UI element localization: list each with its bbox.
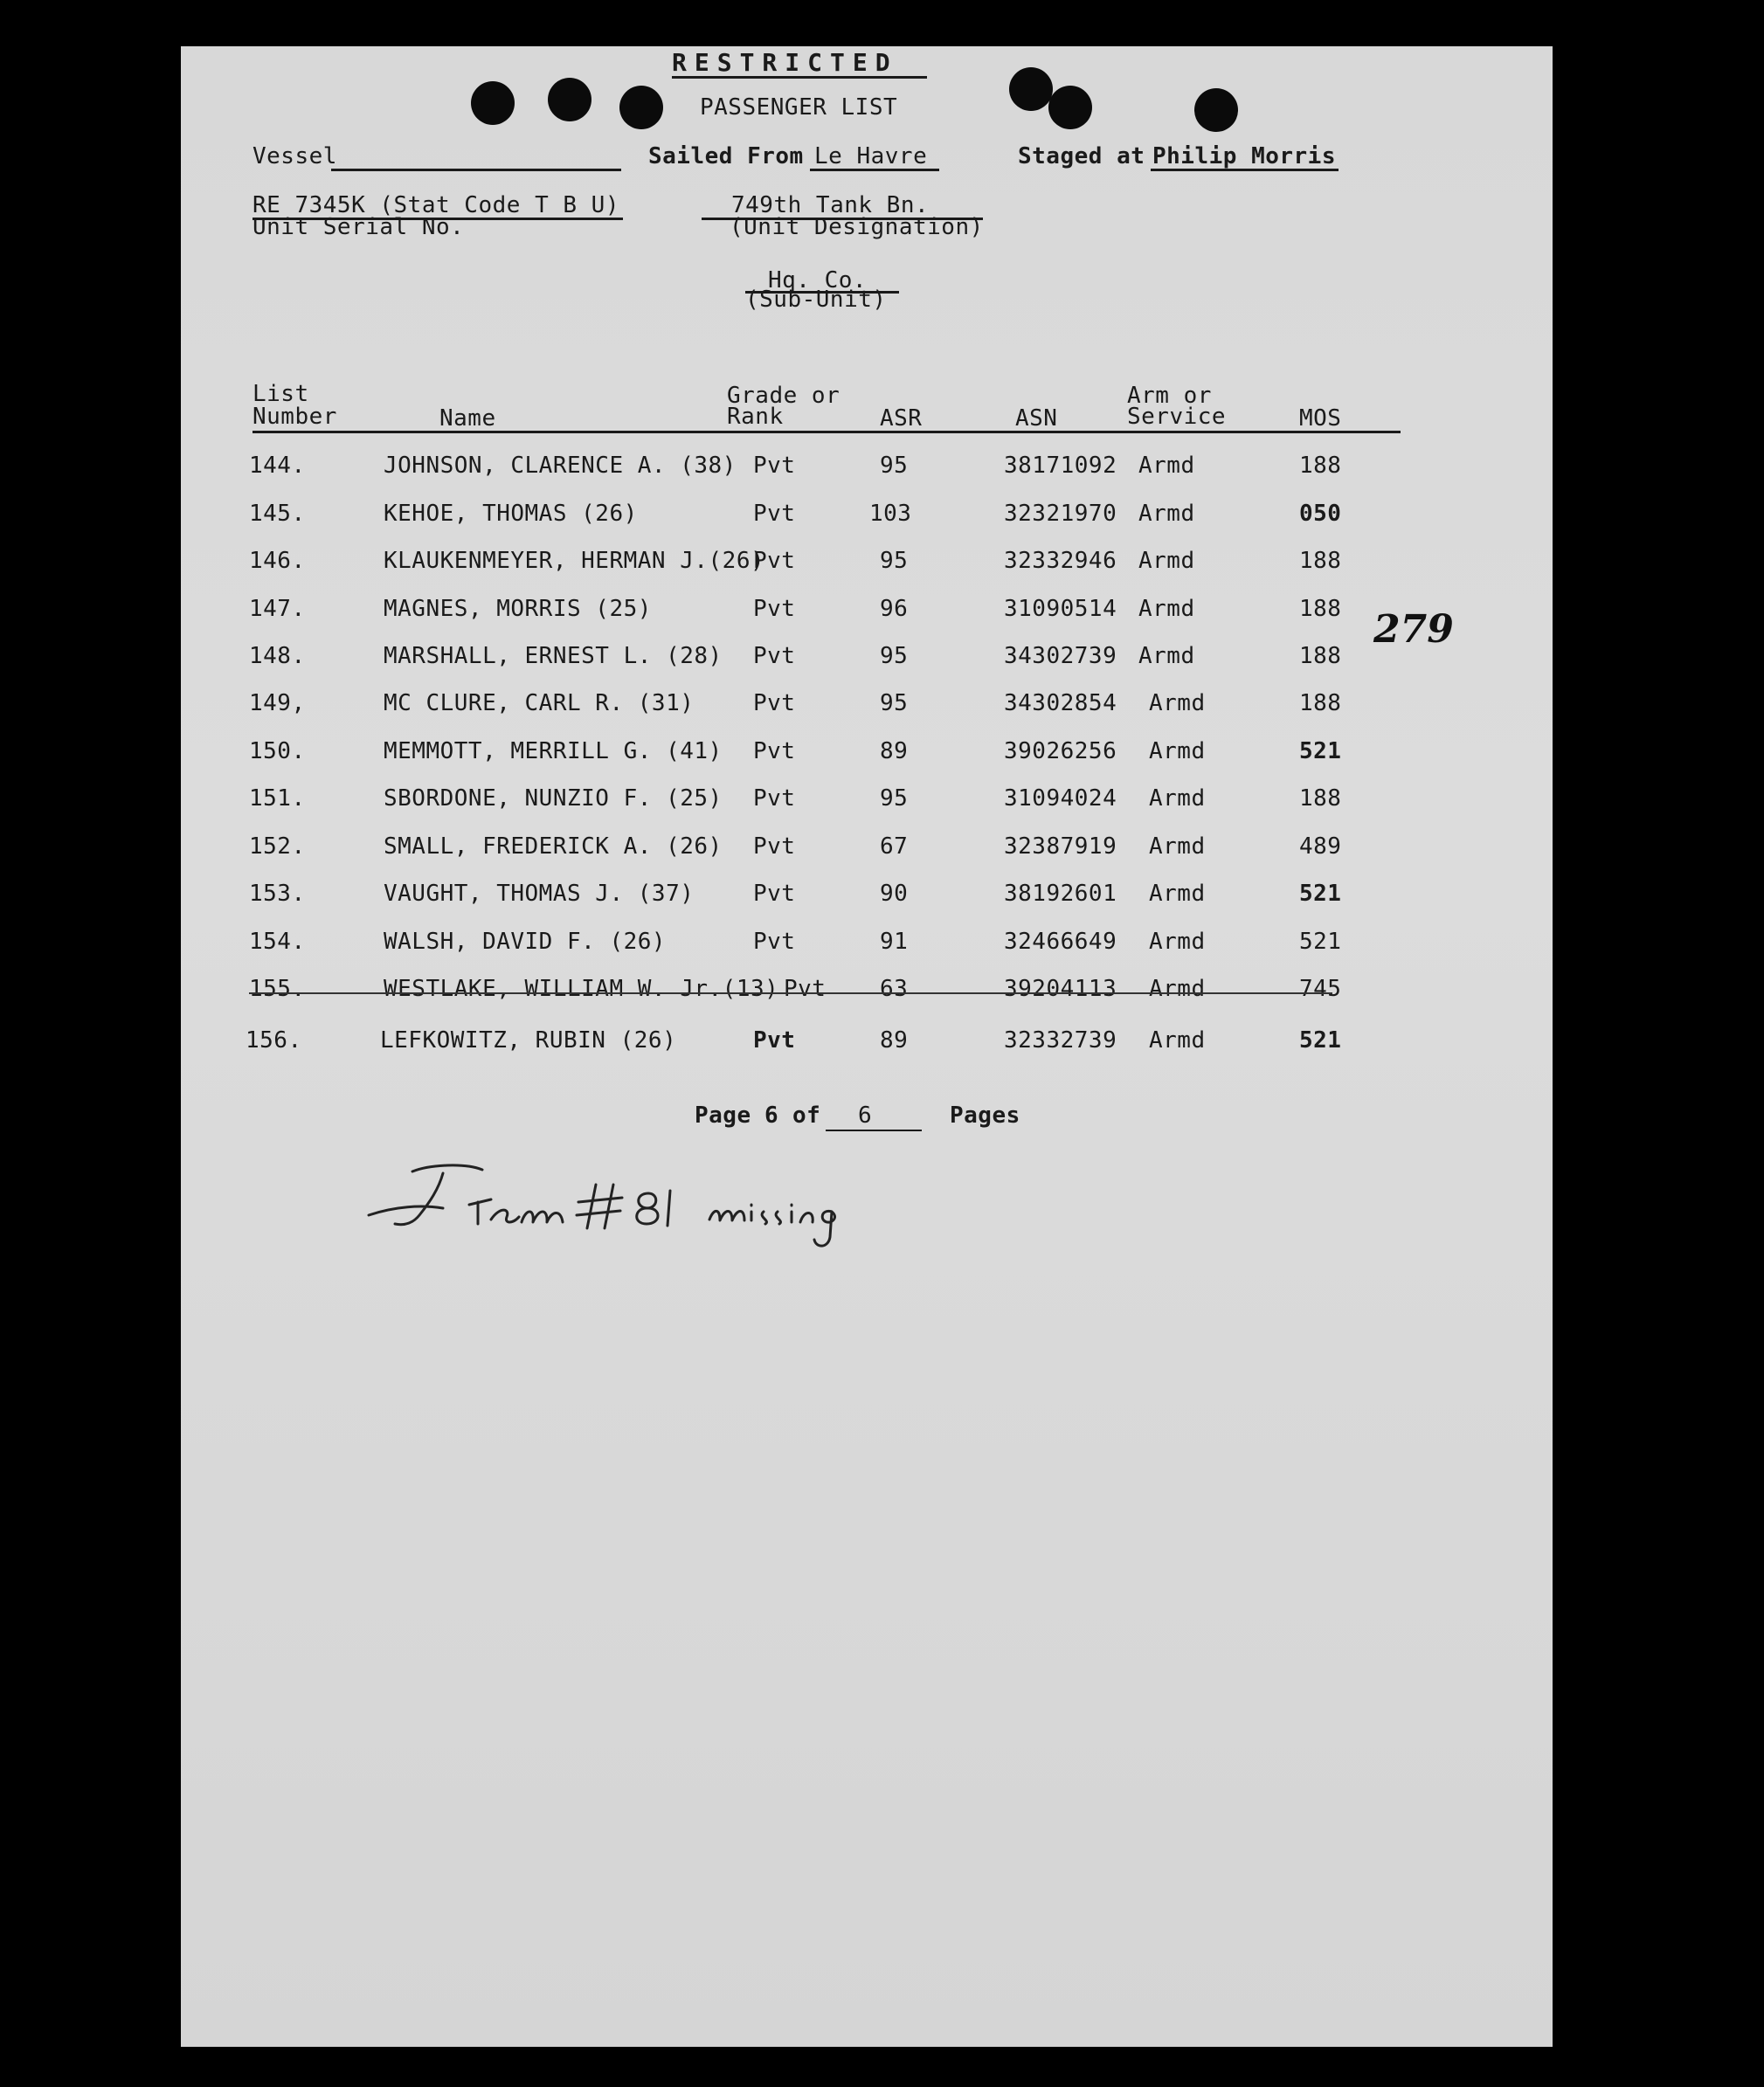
row-name: VAUGHT, THOMAS J. (37) [384, 881, 695, 907]
row-mos: 188 [1299, 548, 1342, 574]
page-suffix: Pages [950, 1102, 1020, 1129]
col-asn: ASN [1015, 405, 1058, 432]
row-name: MC CLURE, CARL R. (31) [384, 690, 695, 716]
row-mos: 489 [1299, 833, 1342, 860]
row-asn: 39204113 [1004, 976, 1117, 1002]
row-arm: Armd [1138, 548, 1195, 574]
page-total: 6 [858, 1102, 873, 1129]
row-number: 151. [249, 785, 306, 812]
row-number: 153. [249, 881, 306, 907]
row-arm: Armd [1149, 690, 1206, 716]
sailed-from-value: Le Havre [814, 143, 928, 169]
vessel-label: Vessel [252, 143, 337, 169]
sub-unit-value: Hq. Co. [768, 267, 868, 294]
row-name: SBORDONE, NUNZIO F. (25) [384, 785, 723, 812]
row-name: KEHOE, THOMAS (26) [384, 501, 638, 527]
row-number: 152. [249, 833, 306, 860]
row-asn: 32332946 [1004, 548, 1117, 574]
row-grade: Pvt [753, 1027, 796, 1054]
row-number: 144. [249, 453, 306, 479]
row-number: 150. [249, 738, 306, 764]
row-name: WESTLAKE, WILLIAM W. Jr.(13) [384, 976, 779, 1002]
row-asr: 95 [880, 453, 909, 479]
row-asr: 89 [880, 738, 909, 764]
row-number: 155. [249, 976, 306, 1002]
unit-serial-label: Unit Serial No. [252, 214, 465, 240]
row-arm: Armd [1149, 785, 1206, 812]
page-current: 6 [764, 1102, 779, 1129]
page-total-underline [826, 1130, 922, 1131]
strikethrough-line [249, 992, 1332, 994]
row-asr: 95 [880, 690, 909, 716]
row-name: WALSH, DAVID F. (26) [384, 929, 667, 955]
page-of: of [792, 1102, 821, 1129]
row-arm: Armd [1149, 833, 1206, 860]
row-asn: 32332739 [1004, 1027, 1117, 1054]
col-list-number-2: Number [252, 404, 337, 430]
row-grade: Pvt [753, 501, 796, 527]
row-asn: 31090514 [1004, 596, 1117, 622]
row-asn: 32387919 [1004, 833, 1117, 860]
row-mos: 050 [1299, 501, 1342, 527]
unit-serial-value: RE 7345K (Stat Code T B U) [252, 192, 619, 218]
row-arm: Armd [1149, 976, 1206, 1002]
unit-designation-label: (Unit Designation) [730, 214, 984, 240]
col-mos: MOS [1299, 405, 1342, 432]
margin-number: 279 [1373, 607, 1454, 652]
row-grade: Pvt [753, 643, 796, 669]
row-asn: 38171092 [1004, 453, 1117, 479]
row-grade: Pvt [784, 976, 827, 1002]
row-name: MAGNES, MORRIS (25) [384, 596, 652, 622]
row-asr: 95 [880, 643, 909, 669]
row-arm: Armd [1149, 738, 1206, 764]
row-grade: Pvt [753, 833, 796, 860]
page-prefix: Page [695, 1102, 751, 1129]
row-arm: Armd [1138, 501, 1195, 527]
row-asr: 90 [880, 881, 909, 907]
row-asr: 89 [880, 1027, 909, 1054]
col-name: Name [439, 405, 496, 432]
row-asn: 34302739 [1004, 643, 1117, 669]
row-asn: 38192601 [1004, 881, 1117, 907]
row-name: LEFKOWITZ, RUBIN (26) [380, 1027, 677, 1054]
row-arm: Armd [1149, 929, 1206, 955]
sailed-from-label: Sailed From [648, 143, 804, 169]
row-mos: 521 [1299, 929, 1342, 955]
row-name: MARSHALL, ERNEST L. (28) [384, 643, 723, 669]
col-grade-2: Rank [727, 404, 784, 430]
row-grade: Pvt [753, 548, 796, 574]
passenger-table [181, 46, 1553, 2047]
row-number: 154. [249, 929, 306, 955]
row-grade: Pvt [753, 690, 796, 716]
passenger-list-title: PASSENGER LIST [700, 94, 898, 121]
row-asr: 63 [880, 976, 909, 1002]
row-name: JOHNSON, CLARENCE A. (38) [384, 453, 737, 479]
document-page [181, 46, 1553, 2047]
row-grade: Pvt [753, 738, 796, 764]
col-arm-1: Arm or [1127, 383, 1212, 409]
row-mos: 188 [1299, 453, 1342, 479]
row-name: SMALL, FREDERICK A. (26) [384, 833, 723, 860]
row-arm: Armd [1138, 643, 1195, 669]
row-arm: Armd [1149, 1027, 1206, 1054]
row-number: 147. [249, 596, 306, 622]
restricted-title: RESTRICTED [672, 48, 898, 77]
row-asr: 95 [880, 548, 909, 574]
row-number: 146. [249, 548, 306, 574]
row-mos: 521 [1299, 881, 1342, 907]
row-grade: Pvt [753, 453, 796, 479]
row-number: 145. [249, 501, 306, 527]
row-mos: 521 [1299, 738, 1342, 764]
row-mos: 188 [1299, 690, 1342, 716]
row-grade: Pvt [753, 785, 796, 812]
row-asn: 34302854 [1004, 690, 1117, 716]
row-name: KLAUKENMEYER, HERMAN J.(26) [384, 548, 765, 574]
col-asr: ASR [880, 405, 923, 432]
col-grade-1: Grade or [727, 383, 840, 409]
row-mos: 188 [1299, 643, 1342, 669]
col-arm-2: Service [1127, 404, 1227, 430]
row-number: 149, [249, 690, 306, 716]
row-asr: 67 [880, 833, 909, 860]
staged-at-value: Philip Morris [1152, 143, 1336, 169]
col-list-number-1: List [252, 381, 309, 407]
row-mos: 521 [1299, 1027, 1342, 1054]
row-mos: 745 [1299, 976, 1342, 1002]
row-name: MEMMOTT, MERRILL G. (41) [384, 738, 723, 764]
row-number: 156. [246, 1027, 302, 1054]
row-mos: 188 [1299, 596, 1342, 622]
sub-unit-label: (Sub-Unit) [745, 287, 887, 313]
row-asn: 31094024 [1004, 785, 1117, 812]
row-asr: 91 [880, 929, 909, 955]
row-mos: 188 [1299, 785, 1342, 812]
row-arm: Armd [1149, 881, 1206, 907]
staged-at-label: Staged at [1018, 143, 1145, 169]
row-asn: 32321970 [1004, 501, 1117, 527]
row-arm: Armd [1138, 596, 1195, 622]
row-grade: Pvt [753, 929, 796, 955]
row-asn: 39026256 [1004, 738, 1117, 764]
row-asr: 103 [869, 501, 912, 527]
row-arm: Armd [1138, 453, 1195, 479]
row-asn: 32466649 [1004, 929, 1117, 955]
row-number: 148. [249, 643, 306, 669]
unit-designation-value: 749th Tank Bn. [731, 192, 930, 218]
row-grade: Pvt [753, 596, 796, 622]
row-asr: 96 [880, 596, 909, 622]
row-asr: 95 [880, 785, 909, 812]
row-grade: Pvt [753, 881, 796, 907]
